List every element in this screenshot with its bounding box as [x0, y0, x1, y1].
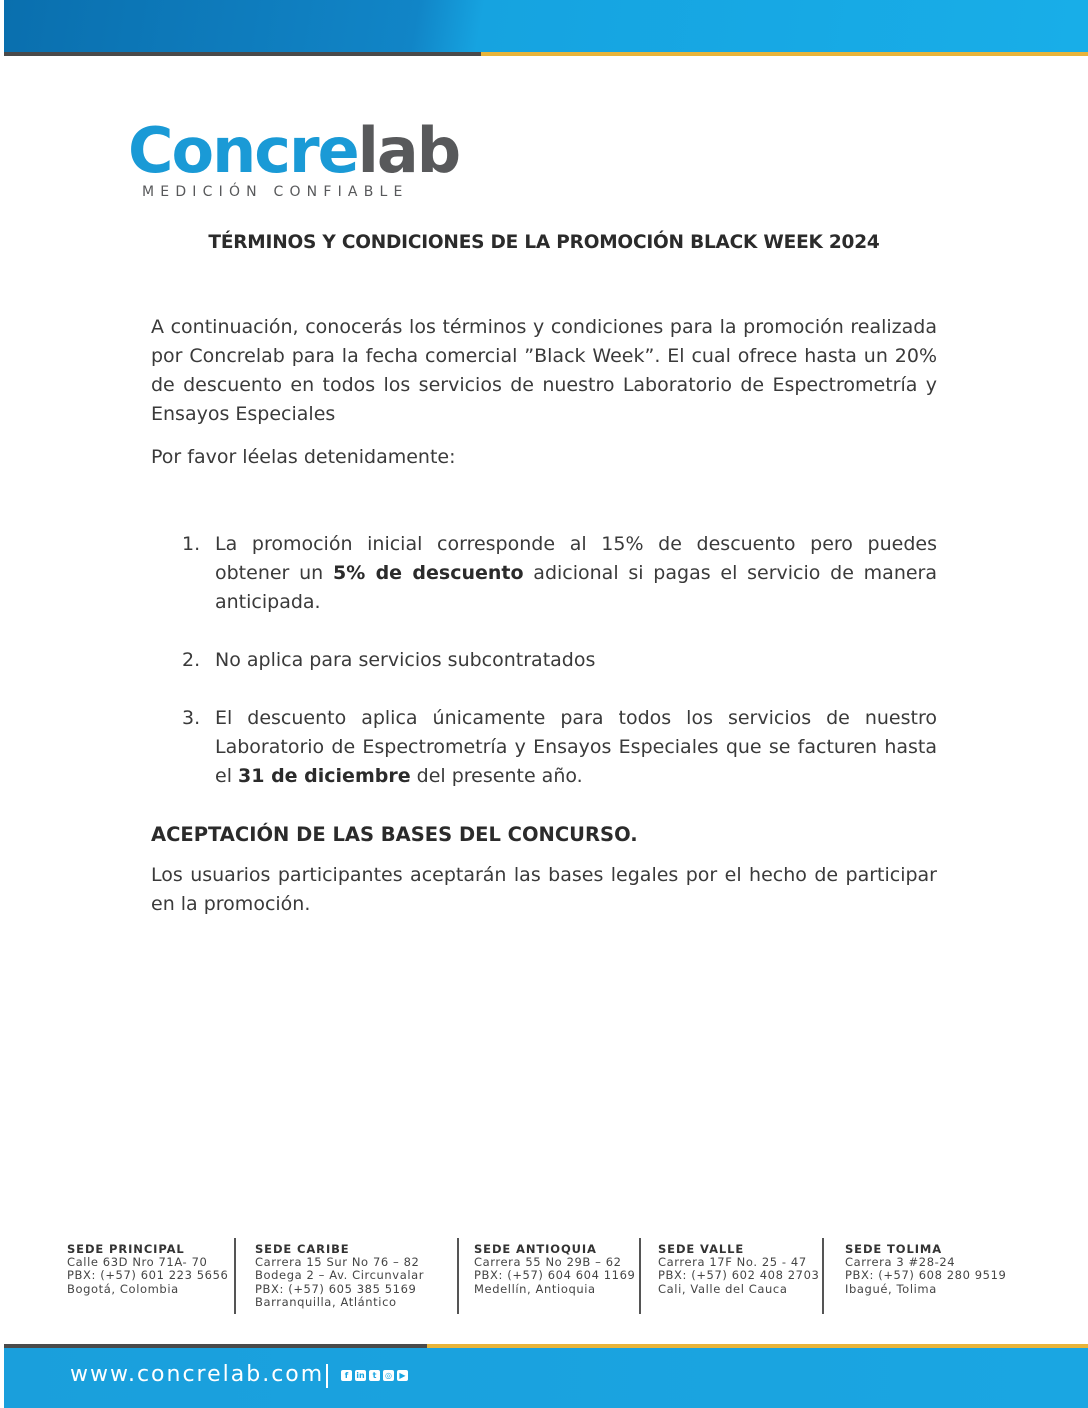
office-line: PBX: (+57) 608 280 9519: [845, 1268, 1007, 1283]
office-line: Bodega 2 – Av. Circunvalar: [255, 1268, 425, 1283]
office-line: PBX: (+57) 602 408 2703: [658, 1268, 820, 1283]
office-caribe: [255, 1243, 424, 1309]
office-name: SEDE TOLIMA: [845, 1242, 943, 1256]
logo-wordmark-part1: Concre: [128, 114, 358, 187]
instagram-icon[interactable]: ◎: [383, 1370, 394, 1381]
list-item-number: 3.: [182, 707, 201, 729]
youtube-icon[interactable]: ▶: [397, 1370, 408, 1381]
office-line: Carrera 15 Sur No 76 – 82: [255, 1255, 420, 1270]
list-item-bold: 31 de diciembre: [238, 765, 411, 787]
office-line: Carrera 3 #28-24: [845, 1255, 956, 1270]
office-line: PBX: (+57) 601 223 5656: [67, 1268, 229, 1283]
footer-divider: [326, 1364, 328, 1388]
office-divider: [234, 1238, 236, 1314]
logo-wordmark: [128, 114, 460, 187]
office-name: SEDE VALLE: [658, 1242, 745, 1256]
header-band-blue: [4, 0, 1088, 52]
lead-paragraph: Por favor léelas detenidamente:: [151, 446, 456, 468]
list-item-text-end: adicional si pagas el servicio de manera anticipada.: [215, 562, 938, 613]
office-antioquia: [474, 1243, 635, 1296]
office-line: Cali, Valle del Cauca: [658, 1281, 788, 1296]
office-line: Carrera 55 No 29B – 62: [474, 1255, 622, 1270]
office-line: Carrera 17F No. 25 - 47: [658, 1255, 807, 1270]
list-item: [151, 530, 937, 617]
office-line: PBX: (+57) 604 604 1169: [474, 1268, 636, 1283]
offices-footer: [0, 1238, 1088, 1318]
office-line: Ibagué, Tolima: [845, 1281, 937, 1296]
social-icons: [341, 1370, 408, 1381]
list-item: [151, 704, 937, 791]
logo-tagline: MEDICIÓN CONFIABLE: [142, 184, 409, 200]
list-item-bold: 5% de descuento: [332, 562, 524, 584]
office-tolima: [845, 1243, 1006, 1296]
office-line: PBX: (+57) 605 385 5169: [255, 1281, 417, 1296]
document-body: [151, 313, 937, 919]
office-name: SEDE ANTIOQUIA: [474, 1242, 597, 1256]
list-item-text: No aplica para servicios subcontratados: [215, 649, 596, 671]
linkedin-icon[interactable]: in: [356, 1371, 365, 1380]
office-name: SEDE PRINCIPAL: [67, 1242, 185, 1256]
office-divider: [639, 1238, 641, 1314]
list-item: [151, 646, 937, 675]
list-item-text: La promoción inicial corresponde al 15% de descuento pero puedes obtener un: [215, 533, 937, 584]
office-divider: [822, 1238, 824, 1314]
section-heading: ACEPTACIÓN DE LAS BASES DEL CONCURSO.: [151, 823, 638, 846]
office-line: Bogotá, Colombia: [67, 1281, 179, 1296]
concrelab-logo: [128, 114, 460, 208]
office-divider: [457, 1238, 459, 1314]
facebook-icon[interactable]: f: [341, 1370, 352, 1381]
office-name: SEDE CARIBE: [255, 1242, 350, 1256]
list-item-number: 2.: [182, 649, 201, 671]
terms-list: [151, 530, 937, 791]
list-item-text: El descuento aplica únicamente para todos los servicios de nuestro Laboratorio de Espectrometría y Ensayos Especiales que se facturen hasta el: [215, 707, 937, 787]
list-item-text-end: del presente año.: [410, 765, 583, 787]
document-title: TÉRMINOS Y CONDICIONES DE LA PROMOCIÓN BLACK WEEK 2024: [208, 232, 880, 253]
office-line: Medellín, Antioquia: [474, 1281, 596, 1296]
intro-paragraph: A continuación, conocerás los términos y condiciones para la promoción realizada por Concrelab para la fecha comercial ”Black Week”. El cual ofrece hasta un 20% de descuento en todos los servicios de nuestro Laboratorio de Espectrometría y Ensayos Especiales: [151, 316, 937, 425]
logo-wordmark-part2: lab: [357, 114, 460, 187]
office-line: Calle 63D Nro 71A- 70: [67, 1255, 208, 1270]
twitter-icon[interactable]: t: [369, 1370, 380, 1381]
website-link[interactable]: www.concrelab.com: [70, 1362, 325, 1387]
office-valle: [658, 1243, 819, 1296]
header-band: [4, 0, 1088, 56]
acceptance-paragraph: Los usuarios participantes aceptarán las bases legales por el hecho de participar en la promoción.: [151, 864, 937, 915]
list-item-number: 1.: [182, 533, 201, 555]
header-band-stripe: [4, 52, 1088, 56]
office-principal: [67, 1243, 228, 1296]
office-line: Barranquilla, Atlántico: [255, 1294, 397, 1309]
